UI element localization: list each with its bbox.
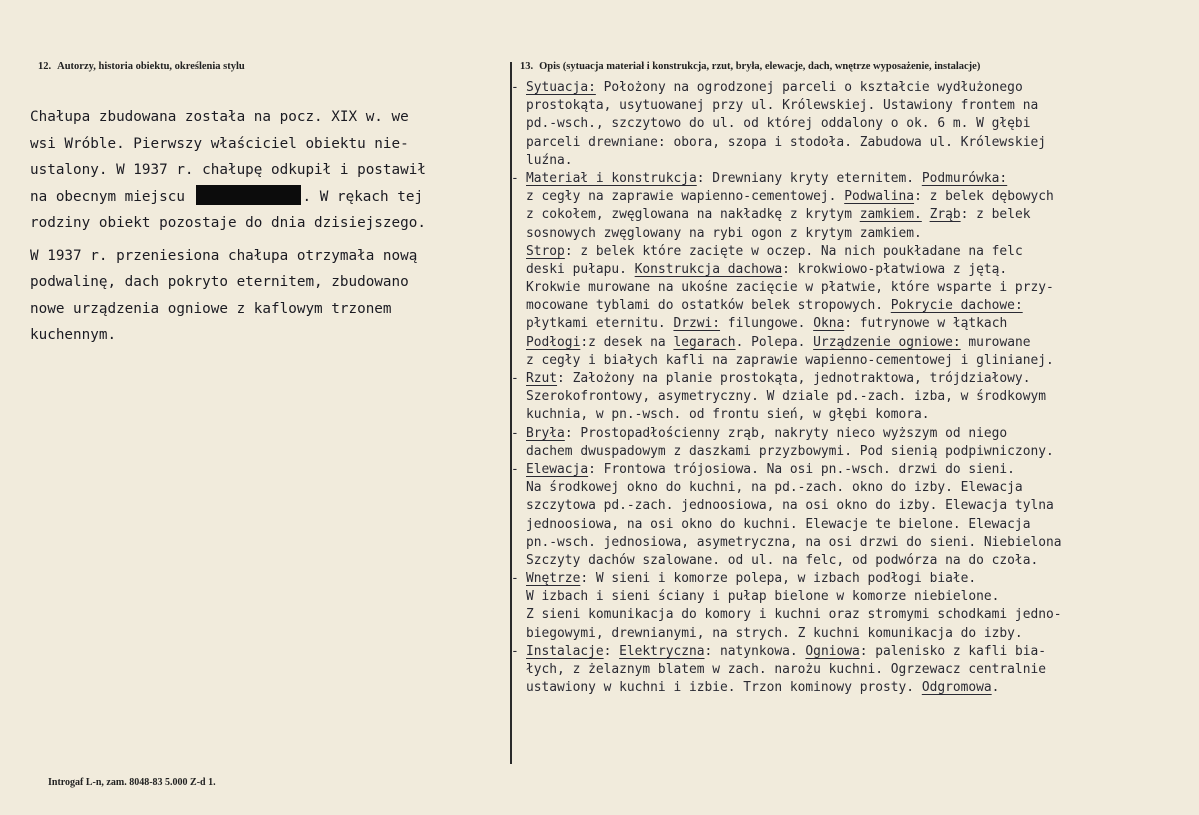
field-label: Pokrycie dachowe: <box>890 298 1023 314</box>
text-line: sosnowych zwęglowany na rybi ogon z krytym zamkiem. <box>526 225 922 241</box>
print-imprint: Introgaf L-n, zam. 8048-83 5.000 Z-d 1. <box>48 777 216 788</box>
text-line: ustalony. W 1937 r. chałupę odkupił i postawił <box>30 162 426 178</box>
text-segment: Położony na ogrodzonej parceli o kształcie wydłużonego <box>595 80 1023 95</box>
text-line: luźna. <box>526 152 573 168</box>
text-line <box>511 261 1195 279</box>
text-segment: : z belek dębowych <box>914 189 1054 205</box>
text-segment: : Drewniany kryty eternitem. <box>696 170 922 186</box>
text-line <box>511 370 1195 388</box>
text-line: szczytowa pd.-zach. jednoosiowa, na osi okno do izby. Elewacja tylna <box>526 498 1054 514</box>
text-line <box>511 315 1195 333</box>
text-line <box>511 243 1195 261</box>
redaction-bar <box>196 185 301 205</box>
field-label: Materiał i konstrukcja <box>526 170 697 186</box>
text-line: pn.-wsch. jednosiowa, asymetryczna, na osi drzwi do sieni. Niebielona <box>526 534 1062 550</box>
field-label: Ogniowa <box>805 643 860 659</box>
text-line: prostokąta, usytuowanej przy ul. Królewskiej. Ustawiony frontem na <box>526 98 1039 114</box>
text-segment: mocowane tyblami do ostatków belek stropowych. <box>526 298 891 314</box>
dash-marker: - <box>511 80 519 95</box>
text-segment: z cokołem, zwęglowana na nakładkę z krytym <box>526 207 860 223</box>
text-line: z cegły i białych kafli na zaprawie wapienno-cementowej i glinianej. <box>526 352 1054 368</box>
field-label: Drzwi: <box>673 316 721 332</box>
text-segment: : Prostopadłościenny zrąb, nakryty nieco wyższym od niego <box>564 425 1008 441</box>
field-label: Odgromowa <box>921 680 992 696</box>
field-label: Urządzenie ogniowe: <box>813 334 961 350</box>
text-line: W 1937 r. przeniesiona chałupa otrzymała nową <box>30 247 418 264</box>
text-line: Z sieni komunikacja do komory i kuchni oraz stromymi schodkami jedno- <box>526 607 1062 623</box>
text-line <box>511 461 1195 479</box>
text-line <box>511 297 1195 315</box>
text-segment: : z belek <box>960 207 1031 223</box>
field-label: Instalacje <box>526 643 604 659</box>
text-line: biegowymi, drewnianymi, na strych. Z kuchni komunikacja do izby. <box>526 625 1023 641</box>
text-segment: zamkiem. <box>859 207 922 223</box>
text-line <box>511 170 1195 188</box>
text-line: łych, z żelaznym blatem w zach. narożu kuchni. Ogrzewacz centralnie <box>526 662 1046 677</box>
text-segment: : z belek które zacięte w oczep. Na nich poukładane na felc <box>564 243 1023 259</box>
text-line <box>30 184 502 211</box>
text-segment: : natynkowa. <box>704 643 806 659</box>
text-segment: płytkami eternitu. <box>526 316 674 332</box>
text-line <box>511 679 1195 697</box>
section-12-header <box>38 61 245 72</box>
text-line: parceli drewniane: obora, szopa i stodoła. Zabudowa ul. Królewskiej <box>526 134 1046 150</box>
text-line: podwalinę, dach pokryto eternitem, zbudowano <box>30 274 409 290</box>
field-label: Rzut <box>526 371 558 386</box>
text-line: jednoosiowa, na osi okno do kuchni. Elewacje te bielone. Elewacja <box>526 516 1031 532</box>
field-label: Konstrukcja dachowa <box>634 261 783 277</box>
field-label: Elewacja <box>526 461 589 477</box>
field-label: Sytuacja: <box>526 80 596 95</box>
field-label: Podłogi <box>526 334 581 350</box>
text-line <box>511 425 1195 443</box>
text-line: Krokwie murowane na ukośne zacięcie w płatwie, które wsparte i przy- <box>526 280 1054 296</box>
text-line: kuchnia, w pn.-wsch. od frontu sień, w głębi komora. <box>526 407 930 423</box>
text-segment: :z desek na <box>580 334 674 350</box>
text-segment: : krokwiowo-płatwiowa z jętą. <box>782 261 1008 277</box>
field-label: Elektryczna <box>619 643 705 659</box>
text-segment: : <box>603 643 620 659</box>
text-line: kuchennym. <box>30 327 117 343</box>
text-segment: z cegły na zaprawie wapienno-cementowej. <box>526 189 845 205</box>
text-segment: murowane <box>960 334 1031 350</box>
history-text <box>30 104 502 349</box>
text-segment: ustawiony w kuchni i izbie. Trzon kominowy prosty. <box>526 680 922 696</box>
text-segment: : Frontowa trójosiowa. Na osi pn.-wsch. drzwi do sieni. <box>588 461 1015 477</box>
field-label: Bryła <box>526 425 565 441</box>
text-line: rodziny obiekt pozostaje do dnia dzisiejszego. <box>30 215 426 231</box>
text-line: pd.-wsch., szczytowo do ul. od której oddalony o ok. 6 m. W głębi <box>526 116 1031 132</box>
text-segment: : palenisko z kafli bia- <box>859 643 1047 659</box>
text-segment: : Założony na planie prostokąta, jednotraktowa, trójdziałowy. <box>557 371 1031 386</box>
dash-marker: - <box>511 571 519 587</box>
text-segment: deski pułapu. <box>526 261 635 277</box>
text-segment: : futrynowe w łątkach <box>844 316 1008 332</box>
text-line: Szerokofrontowy, asymetryczny. W dziale pd.-zach. izba, w środkowym <box>526 389 1046 405</box>
field-label: legarach <box>673 334 736 350</box>
text-segment: . Polepa. <box>735 334 814 350</box>
text-line: nowe urządzenia ogniowe z kaflowym trzonem <box>30 300 392 317</box>
field-label: Okna <box>813 316 845 332</box>
field-label: Podmurówka: <box>921 170 1008 186</box>
text-line: dachem dwuspadowym z daszkami przyzbowymi. Pod sienią podpiwniczony. <box>526 443 1054 459</box>
text-line <box>511 643 1195 661</box>
description-text <box>511 79 1195 697</box>
section-title: Opis (sytuacja materiał i konstrukcja, rzut, bryła, elewacje, dach, wnętrze wyposażenie, instalacje) <box>539 61 981 72</box>
dash-marker: - <box>511 371 519 386</box>
field-label: Podwalina <box>844 189 915 205</box>
text-segment: : W sieni i komorze polepa, w izbach podłogi białe. <box>580 571 977 587</box>
dash-marker: - <box>511 461 519 477</box>
text-line: W izbach i sieni ściany i pułap bielone w komorze niebielone. <box>526 589 1000 605</box>
text-line: Chałupa zbudowana została na pocz. XIX w. we <box>30 109 409 125</box>
dash-marker: - <box>511 170 519 186</box>
field-label: Strop <box>526 243 565 259</box>
section-title: Autorzy, historia obiektu, określenia stylu <box>57 61 245 72</box>
text-line: Na środkowej okno do kuchni, na pd.-zach. okno do izby. Elewacja <box>526 480 1023 496</box>
section-number: 12. <box>38 61 52 72</box>
text-line: wsi Wróble. Pierwszy właściciel obiektu nie- <box>30 135 409 152</box>
text-line: Szczyty dachów szalowane. od ul. na felc, od podwórza na do czoła. <box>526 552 1039 568</box>
text-line <box>511 206 1195 224</box>
text-line <box>511 334 1195 352</box>
text-line <box>511 188 1195 206</box>
field-label: Wnętrze <box>526 571 581 587</box>
text-segment: na obecnym miejscu <box>30 188 185 205</box>
field-label: Zrąb <box>929 207 961 223</box>
text-segment: . W rękach tej <box>302 188 424 205</box>
dash-marker: - <box>511 425 519 441</box>
dash-marker: - <box>511 643 519 659</box>
section-13-header <box>520 61 980 72</box>
text-line <box>511 79 1195 97</box>
section-number: 13. <box>520 61 534 72</box>
text-line <box>511 570 1195 588</box>
text-segment: filungowe. <box>720 316 814 332</box>
text-segment: . <box>991 680 1000 696</box>
